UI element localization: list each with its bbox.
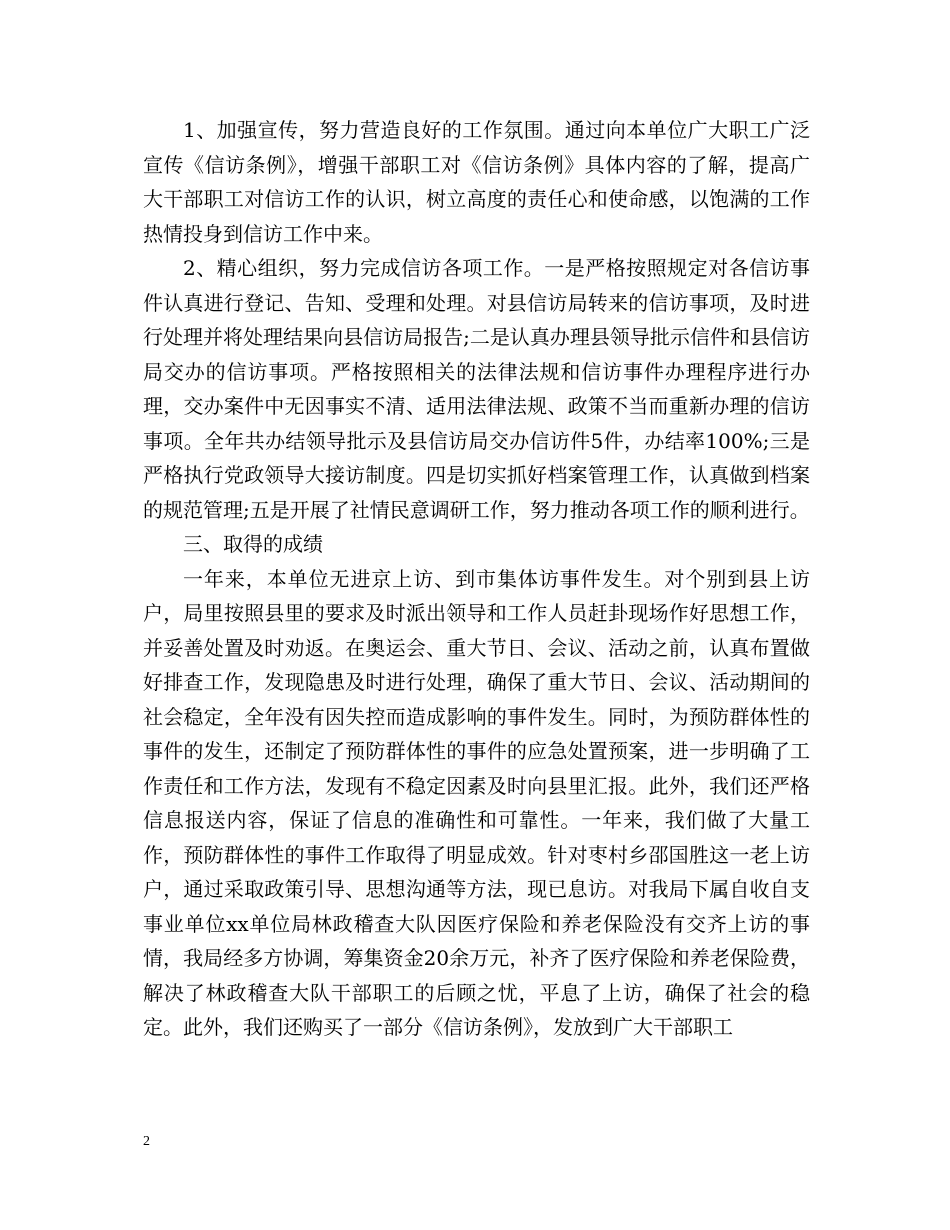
paragraph-achievements: 一年来，本单位无进京上访、到市集体访事件发生。对个别到县上访户，局里按照县里的要求及时派出领导和工作人员赶卦现场作好思想工作，并妥善处置及时劝返。在奥运会、重大节日、会议、活动之前，认真布置做好排查工作，发现隐患及时进行处理，确保了重大节日、会议、活动期间的社会稳定，全年没有因失控而造成影响的事件发生。同时，为预防群体性的事件的发生，还制定了预防群体性的事件的应急处置预案，进一步明确了工作责任和工作方法，发现有不稳定因素及时向县里汇报。此外，我们还严格信息报送内容，保证了信息的准确性和可靠性。一年来，我们做了大量工作，预防群体性的事件工作取得了明显成效。针对枣村乡邵国胜这一老上访户，通过采取政策引导、思想沟通等方法，现已息访。对我局下属自收自支事业单位xx单位局林政稽查大队因医疗保险和养老保险没有交齐上访的事情，我局经多方协调，筹集资金20余万元，补齐了医疗保险和养老保险费，解决了林政稽查大队干部职工的后顾之忧，平息了上访，确保了社会的稳定。此外，我们还购买了一部分《信访条例》，发放到广大干部职工 xyxy=(143,566,810,1039)
document-body xyxy=(143,113,810,1045)
paragraph-publicity: 1、加强宣传，努力营造良好的工作氛围。通过向本单位广大职工广泛宣传《信访条例》，增强干部职工对《信访条例》具体内容的了解，提高广大干部职工对信访工作的认识，树立高度的责任心和使命感，以饱满的工作热情投身到信访工作中来。 xyxy=(143,118,810,246)
section-heading-achievements: 三、取得的成绩 xyxy=(183,532,323,556)
paragraph-organization: 2、精心组织，努力完成信访各项工作。一是严格按照规定对各信访事件认真进行登记、告知、受理和处理。对县信访局转来的信访事项，及时进行处理并将处理结果向县信访局报告;二是认真办理县领导批示信件和县信访局交办的信访事项。严格按照相关的法律法规和信访事件办理程序进行办理，交办案件中无因事实不清、适用法律法规、政策不当而重新办理的信访事项。全年共办结领导批示及县信访局交办信访件5件，办结率100%;三是严格执行党政领导大接访制度。四是切实抓好档案管理工作，认真做到档案的规范管理;五是开展了社情民意调研工作，努力推动各项工作的顺利进行。 xyxy=(143,256,810,522)
page-number: 2 xyxy=(143,1134,150,1149)
